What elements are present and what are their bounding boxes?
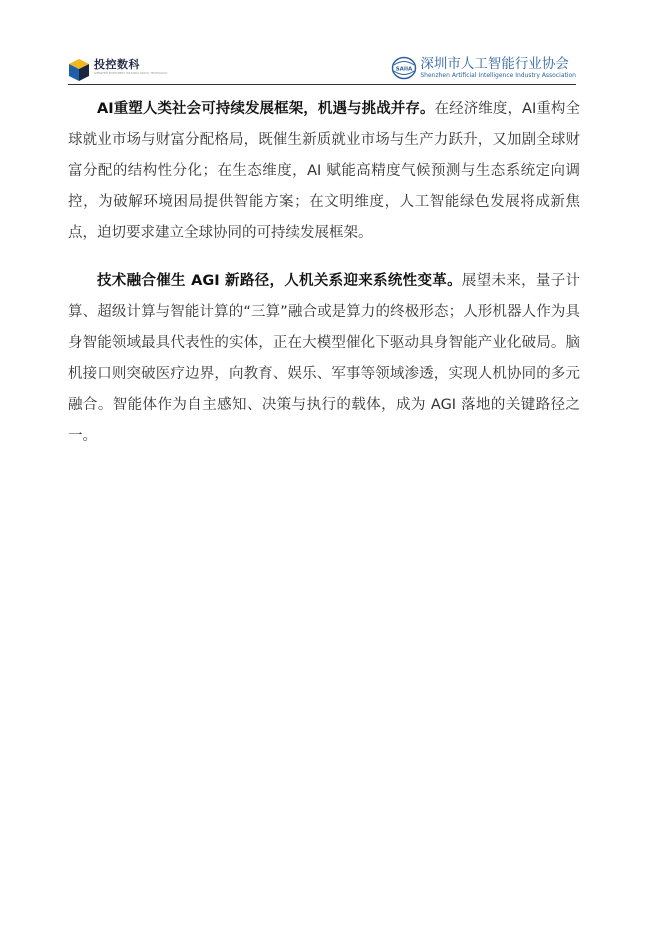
saiia-logo [391,56,576,80]
association-name-cn: 深圳市人工智能行业协会 [420,56,569,72]
header-divider [68,84,576,85]
logo-left-tagline: SHENZHEN INVESTMENT HOLDINGS DIGITAL TECHNOLOGY [94,72,168,75]
touk-digital-logo [68,58,168,82]
association-name-en: Shenzhen Artificial Intelligence Industry Association [420,72,576,79]
paragraph-text: 展望未来，量子计算、超级计算与智能计算的“三算”融合或是算力的终极形态；人形机器人作为具身智能领域最具代表性的实体，正在大模型催化下驱动具身智能产业化破局。脑机接口则突破医疗边界，向教育、娱乐、军事等领域渗透，实现人机协同的多元融合。智能体作为自主感知、决策与执行的载体，成为 AGI 落地的关键路径之一。 [68,273,580,444]
document-body [68,94,580,469]
paragraph-agi-path [68,266,580,452]
saiia-emblem-text: SAIIA [396,66,413,73]
logo-left-name: 投控数科 [94,58,140,71]
paragraph-sustainability [68,94,580,249]
paragraph-lead: 技术融合催生 AGI 新路径，人机关系迎来系统性变革。 [97,273,462,289]
cube-logo-icon [68,58,90,82]
page-header [68,54,576,86]
paragraph-text: 在经济维度，AI重构全球就业市场与财富分配格局，既催生新质就业市场与生产力跃升，又加剧全球财富分配的结构性分化；在生态维度，AI 赋能高精度气候预测与生态系统定向调控，为破解环境困局提供智能方案；在文明维度，人工智能绿色发展将成新焦点，迫切要求建立全球协同的可持续发展框架。 [68,101,580,241]
saiia-emblem-icon [391,56,417,80]
paragraph-lead: AI重塑人类社会可持续发展框架，机遇与挑战并存。 [97,101,435,117]
